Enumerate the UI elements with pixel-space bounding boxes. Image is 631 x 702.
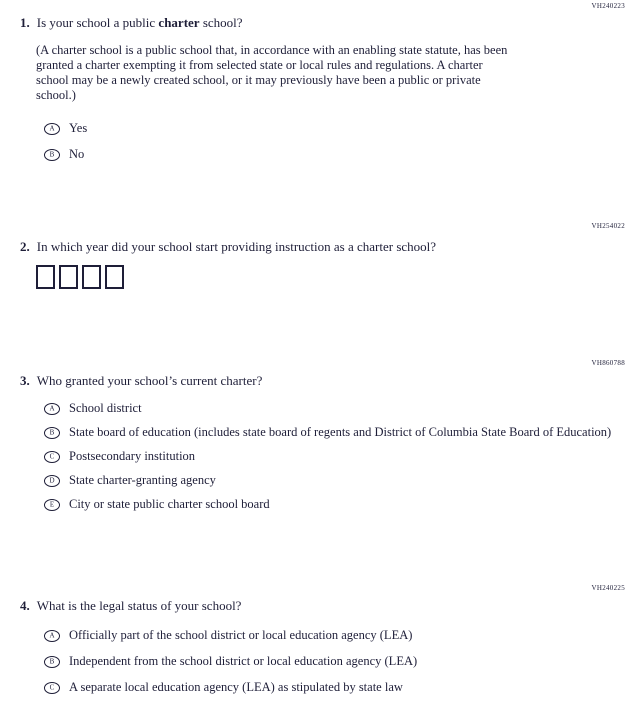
question-number: 3. <box>20 373 30 388</box>
question-prompt: In which year did your school start providing instruction as a charter school? <box>36 239 437 254</box>
question-number: 4. <box>20 598 30 613</box>
option-label: A separate local education agency (LEA) as stipulated by state law <box>69 680 403 694</box>
option-label: City or state public charter school board <box>69 497 270 511</box>
answer-bubble-a-icon[interactable] <box>44 630 60 642</box>
question-prompt <box>37 15 243 31</box>
option-label: State board of education (includes state board of regents and District of Columbia State Board of Education) <box>69 425 612 439</box>
answer-options <box>0 401 631 512</box>
item-code: VH240223 <box>591 2 625 10</box>
item-code: VH254022 <box>591 222 625 230</box>
answer-bubble-b-icon[interactable] <box>44 149 60 161</box>
bubble-letter: B <box>49 428 55 436</box>
year-digit-box[interactable] <box>59 265 78 289</box>
bubble-letter: C <box>49 683 55 691</box>
question-prompt: What is the legal status of your school? <box>36 598 242 613</box>
question-4-block <box>0 584 631 702</box>
answer-bubble-c-icon[interactable] <box>44 682 60 694</box>
option-city-state-board[interactable] <box>44 497 631 512</box>
option-part-of-lea[interactable] <box>44 628 631 643</box>
bubble-letter: D <box>49 476 55 484</box>
question-3-block <box>0 359 631 521</box>
answer-bubble-b-icon[interactable] <box>44 656 60 668</box>
bubble-letter: A <box>49 631 55 639</box>
option-state-board[interactable] <box>44 425 631 440</box>
year-digit-box[interactable] <box>36 265 55 289</box>
prompt-suffix: school? <box>199 15 243 30</box>
item-code: VH860788 <box>591 359 625 367</box>
answer-bubble-e-icon[interactable] <box>44 499 60 511</box>
prompt-bold-word: charter <box>158 15 200 30</box>
answer-options <box>0 121 631 162</box>
option-independent-from-lea[interactable] <box>44 654 631 669</box>
question-number: 2. <box>20 239 30 254</box>
option-state-charter-agency[interactable] <box>44 473 631 488</box>
year-digit-box[interactable] <box>105 265 124 289</box>
option-label: State charter-granting agency <box>69 473 216 487</box>
bubble-letter: C <box>49 452 55 460</box>
option-label: Yes <box>69 121 88 135</box>
question-definition-note: (A charter school is a public school that, in accordance with an enabling state statute, has been granted a charter exempting it from selected state or local rules and regulations. A charter school may be a newly created school, or it may previously have been a public or private school.) <box>36 43 508 102</box>
answer-options <box>0 628 631 695</box>
question-prompt: Who granted your school’s current charter? <box>36 373 263 388</box>
year-entry-boxes <box>36 265 631 289</box>
year-digit-box[interactable] <box>82 265 101 289</box>
answer-bubble-a-icon[interactable] <box>44 403 60 415</box>
question-1-block <box>0 2 631 173</box>
option-yes[interactable] <box>44 121 631 136</box>
item-code: VH240225 <box>591 584 625 592</box>
option-no[interactable] <box>44 147 631 162</box>
answer-bubble-d-icon[interactable] <box>44 475 60 487</box>
prompt-prefix: Is your school a public <box>36 15 159 30</box>
question-2-block <box>0 222 631 289</box>
question-number: 1. <box>20 15 30 30</box>
bubble-letter: A <box>49 124 55 132</box>
answer-bubble-b-icon[interactable] <box>44 427 60 439</box>
bubble-letter: E <box>49 500 55 508</box>
option-school-district[interactable] <box>44 401 631 416</box>
bubble-letter: B <box>49 657 55 665</box>
option-postsecondary[interactable] <box>44 449 631 464</box>
option-separate-lea[interactable] <box>44 680 631 695</box>
bubble-letter: A <box>49 404 55 412</box>
answer-bubble-a-icon[interactable] <box>44 123 60 135</box>
option-label: Officially part of the school district or local education agency (LEA) <box>69 628 413 642</box>
bubble-letter: B <box>49 150 55 158</box>
answer-bubble-c-icon[interactable] <box>44 451 60 463</box>
option-label: Postsecondary institution <box>69 449 196 463</box>
option-label: School district <box>69 401 142 415</box>
option-label: Independent from the school district or local education agency (LEA) <box>69 654 418 668</box>
option-label: No <box>69 147 85 161</box>
